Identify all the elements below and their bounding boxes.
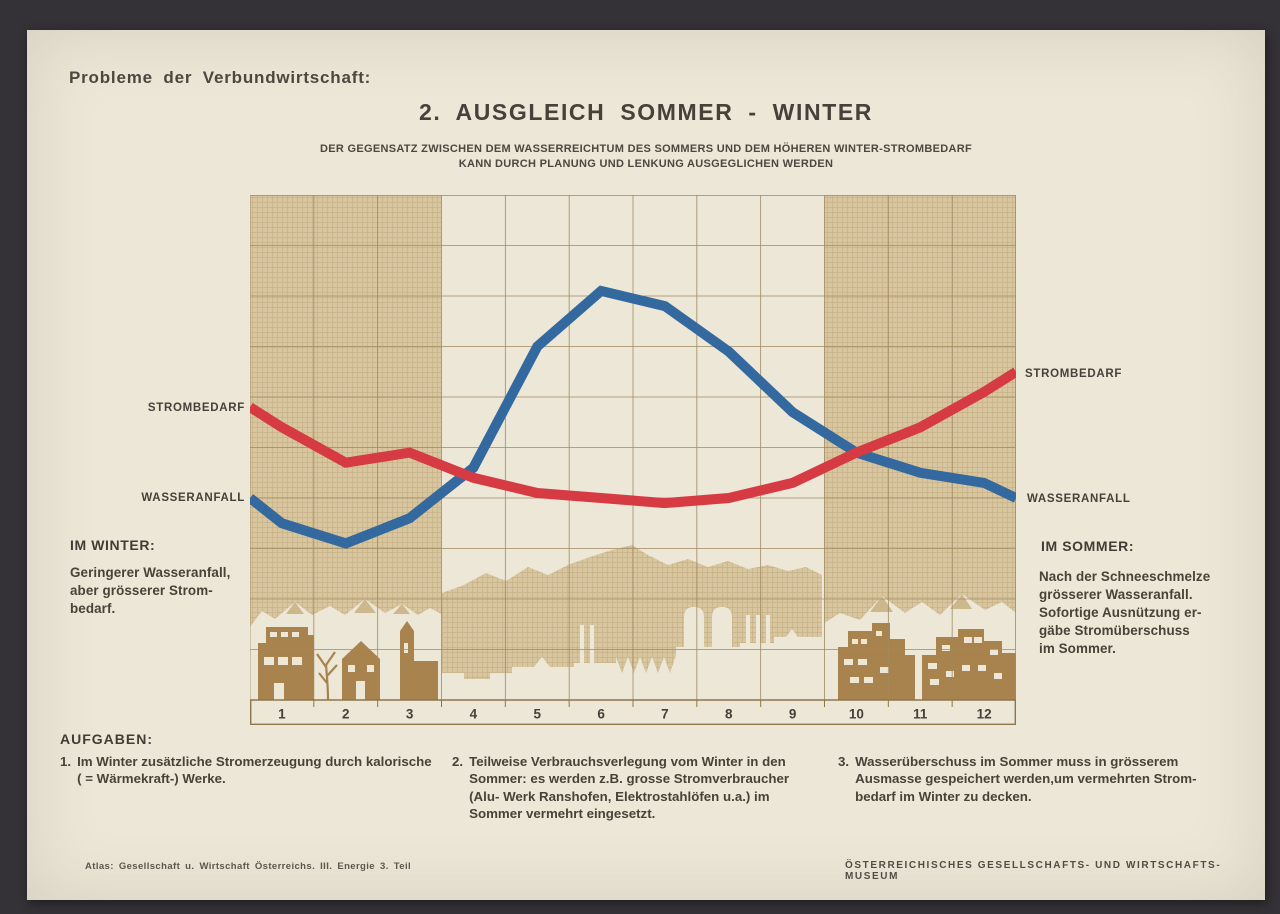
text-line: (Alu- Werk Ranshofen, Elektrostahlöfen u.a.) im <box>469 788 770 804</box>
text-line: Sofortige Ausnützung er- <box>1039 604 1202 620</box>
month-label: 1 <box>278 706 286 722</box>
text-line: Teilweise Verbrauchsverlegung vom Winter in den <box>469 754 786 769</box>
month-label: 2 <box>341 706 350 722</box>
subtitle-line-1: DER GEGENSATZ ZWISCHEN DEM WASSERREICHTUM DES SOMMERS UND DEM HÖHEREN WINTER-STROMBEDARF <box>320 143 972 155</box>
month-label: 4 <box>469 706 478 722</box>
text-line: aber grösserer Strom- <box>70 582 213 598</box>
task-text <box>469 753 789 822</box>
text-line: Sommer vermehrt eingesetzt. <box>469 805 656 821</box>
month-label: 10 <box>848 706 864 722</box>
im-sommer-heading: IM SOMMER: <box>1041 538 1135 554</box>
summer-mountain-factory-band <box>442 545 822 679</box>
strombedarf-label-left: STROMBEDARF <box>147 402 245 414</box>
wasseranfall-label-left: WASSERANFALL <box>141 492 245 504</box>
text-line: ( = Wärmekraft-) Werke. <box>77 771 226 787</box>
month-label: 9 <box>788 706 797 722</box>
wasseranfall-label-right: WASSERANFALL <box>1027 493 1131 505</box>
text-line: Im Winter zusätzliche Stromerzeugung durch kalorische <box>77 754 432 769</box>
im-sommer-text <box>1039 568 1244 658</box>
text-line: im Sommer. <box>1039 640 1116 656</box>
month-label: 11 <box>913 706 928 722</box>
task-item-2 <box>452 753 852 822</box>
task-number: 3. <box>838 754 850 769</box>
month-axis <box>250 700 1016 725</box>
poster-subtitle <box>27 142 1265 172</box>
task-item-3 <box>838 753 1238 805</box>
aufgaben-heading: AUFGABEN: <box>60 731 153 747</box>
task-text <box>77 753 432 788</box>
text-line: Sommer: es werden z.B. grosse Stromverbraucher <box>469 771 790 787</box>
text-line: bedarf. <box>70 600 116 616</box>
seasonal-balance-chart <box>250 195 1016 725</box>
month-label: 7 <box>661 706 669 722</box>
text-line: bedarf im Winter zu decken. <box>855 788 1032 804</box>
task-item-1 <box>60 753 460 788</box>
task-number: 1. <box>60 754 72 769</box>
museum-credit: ÖSTERREICHISCHES GESELLSCHAFTS- UND WIRTSCHAFTS- MUSEUM <box>845 860 1222 882</box>
month-label: 3 <box>405 706 414 722</box>
text-line: Wasserüberschuss im Sommer muss in grösserem <box>855 754 1179 769</box>
month-label: 5 <box>533 706 542 722</box>
subtitle-line-2: KANN DURCH PLANUNG UND LENKUNG AUSGEGLICHEN WERDEN <box>458 158 834 170</box>
text-line: Nach der Schneeschmelze <box>1039 569 1211 584</box>
church-window <box>404 643 408 653</box>
im-winter-heading: IM WINTER: <box>70 537 156 553</box>
text-line: Geringerer Wasseranfall, <box>70 565 231 580</box>
page-title: 2. AUSGLEICH SOMMER - WINTER <box>418 99 873 125</box>
task-text <box>855 753 1196 805</box>
month-label: 6 <box>597 706 605 722</box>
text-line: Ausmasse gespeichert werden,um vermehrten Strom- <box>855 771 1197 787</box>
poster <box>27 30 1265 900</box>
atlas-credit: Atlas: Gesellschaft u. Wirtschaft Österreichs. III. Energie 3. Teil <box>85 861 412 872</box>
im-winter-text <box>70 564 260 618</box>
month-label: 12 <box>976 706 992 722</box>
strombedarf-label-right: STROMBEDARF <box>1025 368 1123 380</box>
task-number: 2. <box>452 754 464 769</box>
month-label: 8 <box>724 706 733 722</box>
text-line: grösserer Wasseranfall. <box>1039 586 1193 602</box>
text-line: gäbe Stromüberschuss <box>1039 622 1190 638</box>
poster-eyebrow: Probleme der Verbundwirtschaft: <box>69 68 372 87</box>
